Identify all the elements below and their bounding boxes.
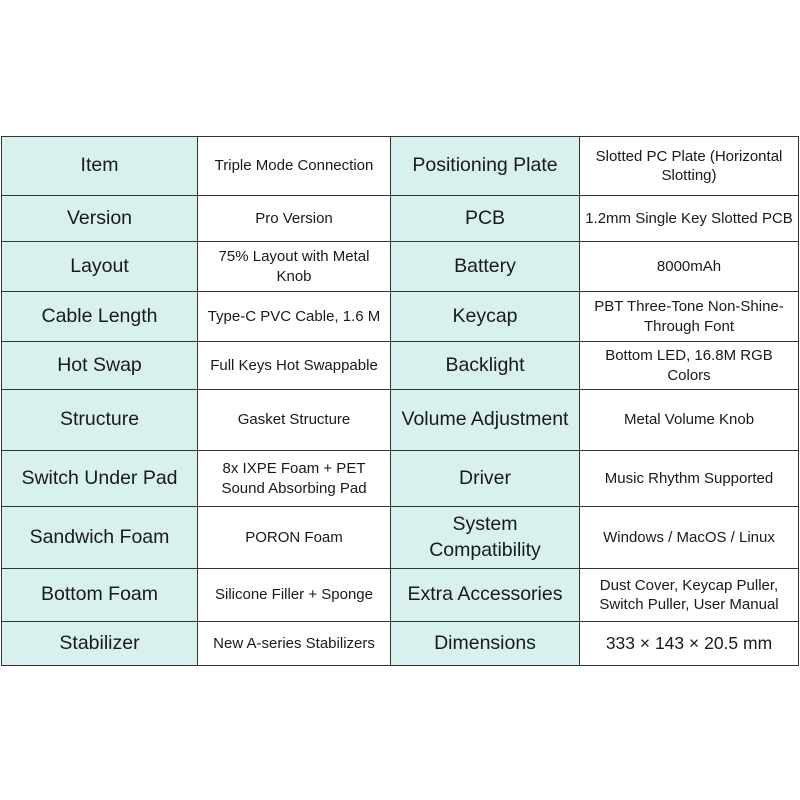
table-row <box>2 390 799 451</box>
table-row <box>2 292 799 342</box>
spec-value: Pro Version <box>198 196 391 242</box>
spec-label: Volume Adjustment <box>391 390 580 451</box>
table-row <box>2 569 799 622</box>
spec-label: Structure <box>2 390 198 451</box>
spec-label: Extra Accessories <box>391 569 580 622</box>
spec-value: Bottom LED, 16.8M RGB Colors <box>580 342 799 390</box>
spec-value: New A-series Stabilizers <box>198 622 391 666</box>
spec-value: PBT Three-Tone Non-Shine-Through Font <box>580 292 799 342</box>
spec-label: Backlight <box>391 342 580 390</box>
table-row <box>2 242 799 292</box>
table-row <box>2 342 799 390</box>
spec-value: Music Rhythm Supported <box>580 451 799 507</box>
spec-value: 333 × 143 × 20.5 mm <box>580 622 799 666</box>
spec-label: Layout <box>2 242 198 292</box>
spec-value: Silicone Filler + Sponge <box>198 569 391 622</box>
spec-label: System Compatibility <box>391 507 580 569</box>
spec-value: Triple Mode Connection <box>198 137 391 196</box>
spec-label: PCB <box>391 196 580 242</box>
spec-value: PORON Foam <box>198 507 391 569</box>
spec-label: Item <box>2 137 198 196</box>
spec-value: 75% Layout with Metal Knob <box>198 242 391 292</box>
spec-value: 1.2mm Single Key Slotted PCB <box>580 196 799 242</box>
spec-label: Keycap <box>391 292 580 342</box>
spec-label: Positioning Plate <box>391 137 580 196</box>
spec-label: Bottom Foam <box>2 569 198 622</box>
spec-value: Gasket Structure <box>198 390 391 451</box>
spec-value: Windows / MacOS / Linux <box>580 507 799 569</box>
spec-label: Stabilizer <box>2 622 198 666</box>
spec-value: Full Keys Hot Swappable <box>198 342 391 390</box>
spec-value: Type-C PVC Cable, 1.6 M <box>198 292 391 342</box>
spec-label: Driver <box>391 451 580 507</box>
table-row <box>2 622 799 666</box>
spec-label: Battery <box>391 242 580 292</box>
spec-value: Slotted PC Plate (Horizontal Slotting) <box>580 137 799 196</box>
table-row <box>2 196 799 242</box>
spec-value: Metal Volume Knob <box>580 390 799 451</box>
spec-value: Dust Cover, Keycap Puller, Switch Puller, User Manual <box>580 569 799 622</box>
table-row <box>2 451 799 507</box>
table-row <box>2 137 799 196</box>
spec-label: Sandwich Foam <box>2 507 198 569</box>
spec-value: 8000mAh <box>580 242 799 292</box>
spec-label: Dimensions <box>391 622 580 666</box>
spec-label: Switch Under Pad <box>2 451 198 507</box>
spec-value: 8x IXPE Foam + PET Sound Absorbing Pad <box>198 451 391 507</box>
spec-label: Hot Swap <box>2 342 198 390</box>
table-row <box>2 507 799 569</box>
spec-label: Version <box>2 196 198 242</box>
spec-table <box>1 136 799 666</box>
spec-label: Cable Length <box>2 292 198 342</box>
